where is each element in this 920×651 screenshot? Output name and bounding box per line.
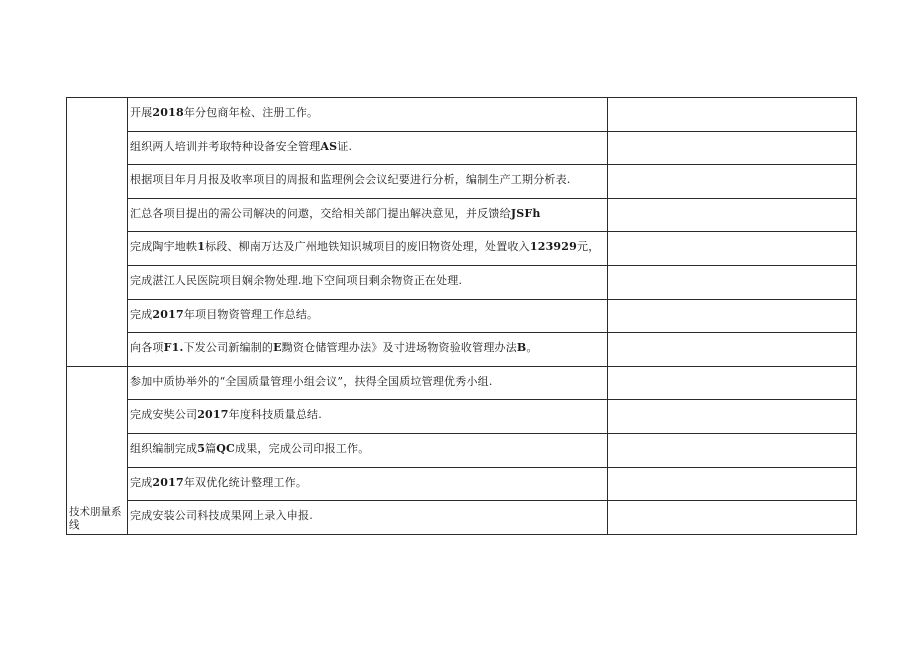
category-label: 技术朋量系线 (69, 505, 122, 531)
category-cell (67, 366, 128, 534)
table-row (67, 98, 857, 132)
task-cell: 向各项F1.下发公司新编制的E黝资仓储管理办法》及寸进场物资验收管理办法B。 (128, 333, 608, 367)
note-cell (608, 165, 857, 199)
note-cell (608, 98, 857, 132)
note-cell (608, 366, 857, 400)
table-row (67, 467, 857, 501)
table-row (67, 299, 857, 333)
table-row (67, 165, 857, 199)
task-cell: 组织编制完成5篇QC成果，完成公司印报工作。 (128, 433, 608, 467)
note-cell (608, 433, 857, 467)
task-cell: 组织两人培训并考取特种设备安全管理AS证. (128, 131, 608, 165)
task-cell: 参加中质协举外的“全国质量管理小组会议”，扶得全国质垃管理优秀小组. (128, 366, 608, 400)
task-cell: 汇总各项目提出的需公司解决的问遨，交给相关部门提出解决意见，并反馈给JSFh (128, 198, 608, 232)
note-cell (608, 333, 857, 367)
task-cell: 开展2018年分包商年检、注册工作。 (128, 98, 608, 132)
table-row (67, 366, 857, 400)
task-cell: 完成湛江人民医院项目娴余物处理.地下空间项目剩余物资正在处理. (128, 265, 608, 299)
note-cell (608, 400, 857, 434)
table-row (67, 198, 857, 232)
table-row (67, 501, 857, 535)
table-body (67, 98, 857, 535)
category-cell (67, 98, 128, 367)
table-row (67, 265, 857, 299)
note-cell (608, 501, 857, 535)
work-summary-table (66, 97, 857, 535)
table-row (67, 232, 857, 266)
note-cell (608, 299, 857, 333)
task-cell: 完成安装公司科技成果网上录入申报. (128, 501, 608, 535)
task-cell: 完成安奘公司2017年度科技质量总结. (128, 400, 608, 434)
note-cell (608, 131, 857, 165)
task-cell: 根据项目年月月报及收率项目的周报和监理例会会议纪要进行分析，编制生产工期分析表. (128, 165, 608, 199)
note-cell (608, 232, 857, 266)
note-cell (608, 198, 857, 232)
task-cell: 完成2017年项目物资管理工作总结。 (128, 299, 608, 333)
table-row (67, 400, 857, 434)
table-row (67, 131, 857, 165)
note-cell (608, 467, 857, 501)
table-row (67, 333, 857, 367)
task-cell: 完成陶宇地帙1标段、柳南万达及广州地铁知识城项目的废旧物资处理，处置收入123929元， (128, 232, 608, 266)
task-cell: 完成2017年双优化统计整理工作。 (128, 467, 608, 501)
note-cell (608, 265, 857, 299)
table-row (67, 433, 857, 467)
